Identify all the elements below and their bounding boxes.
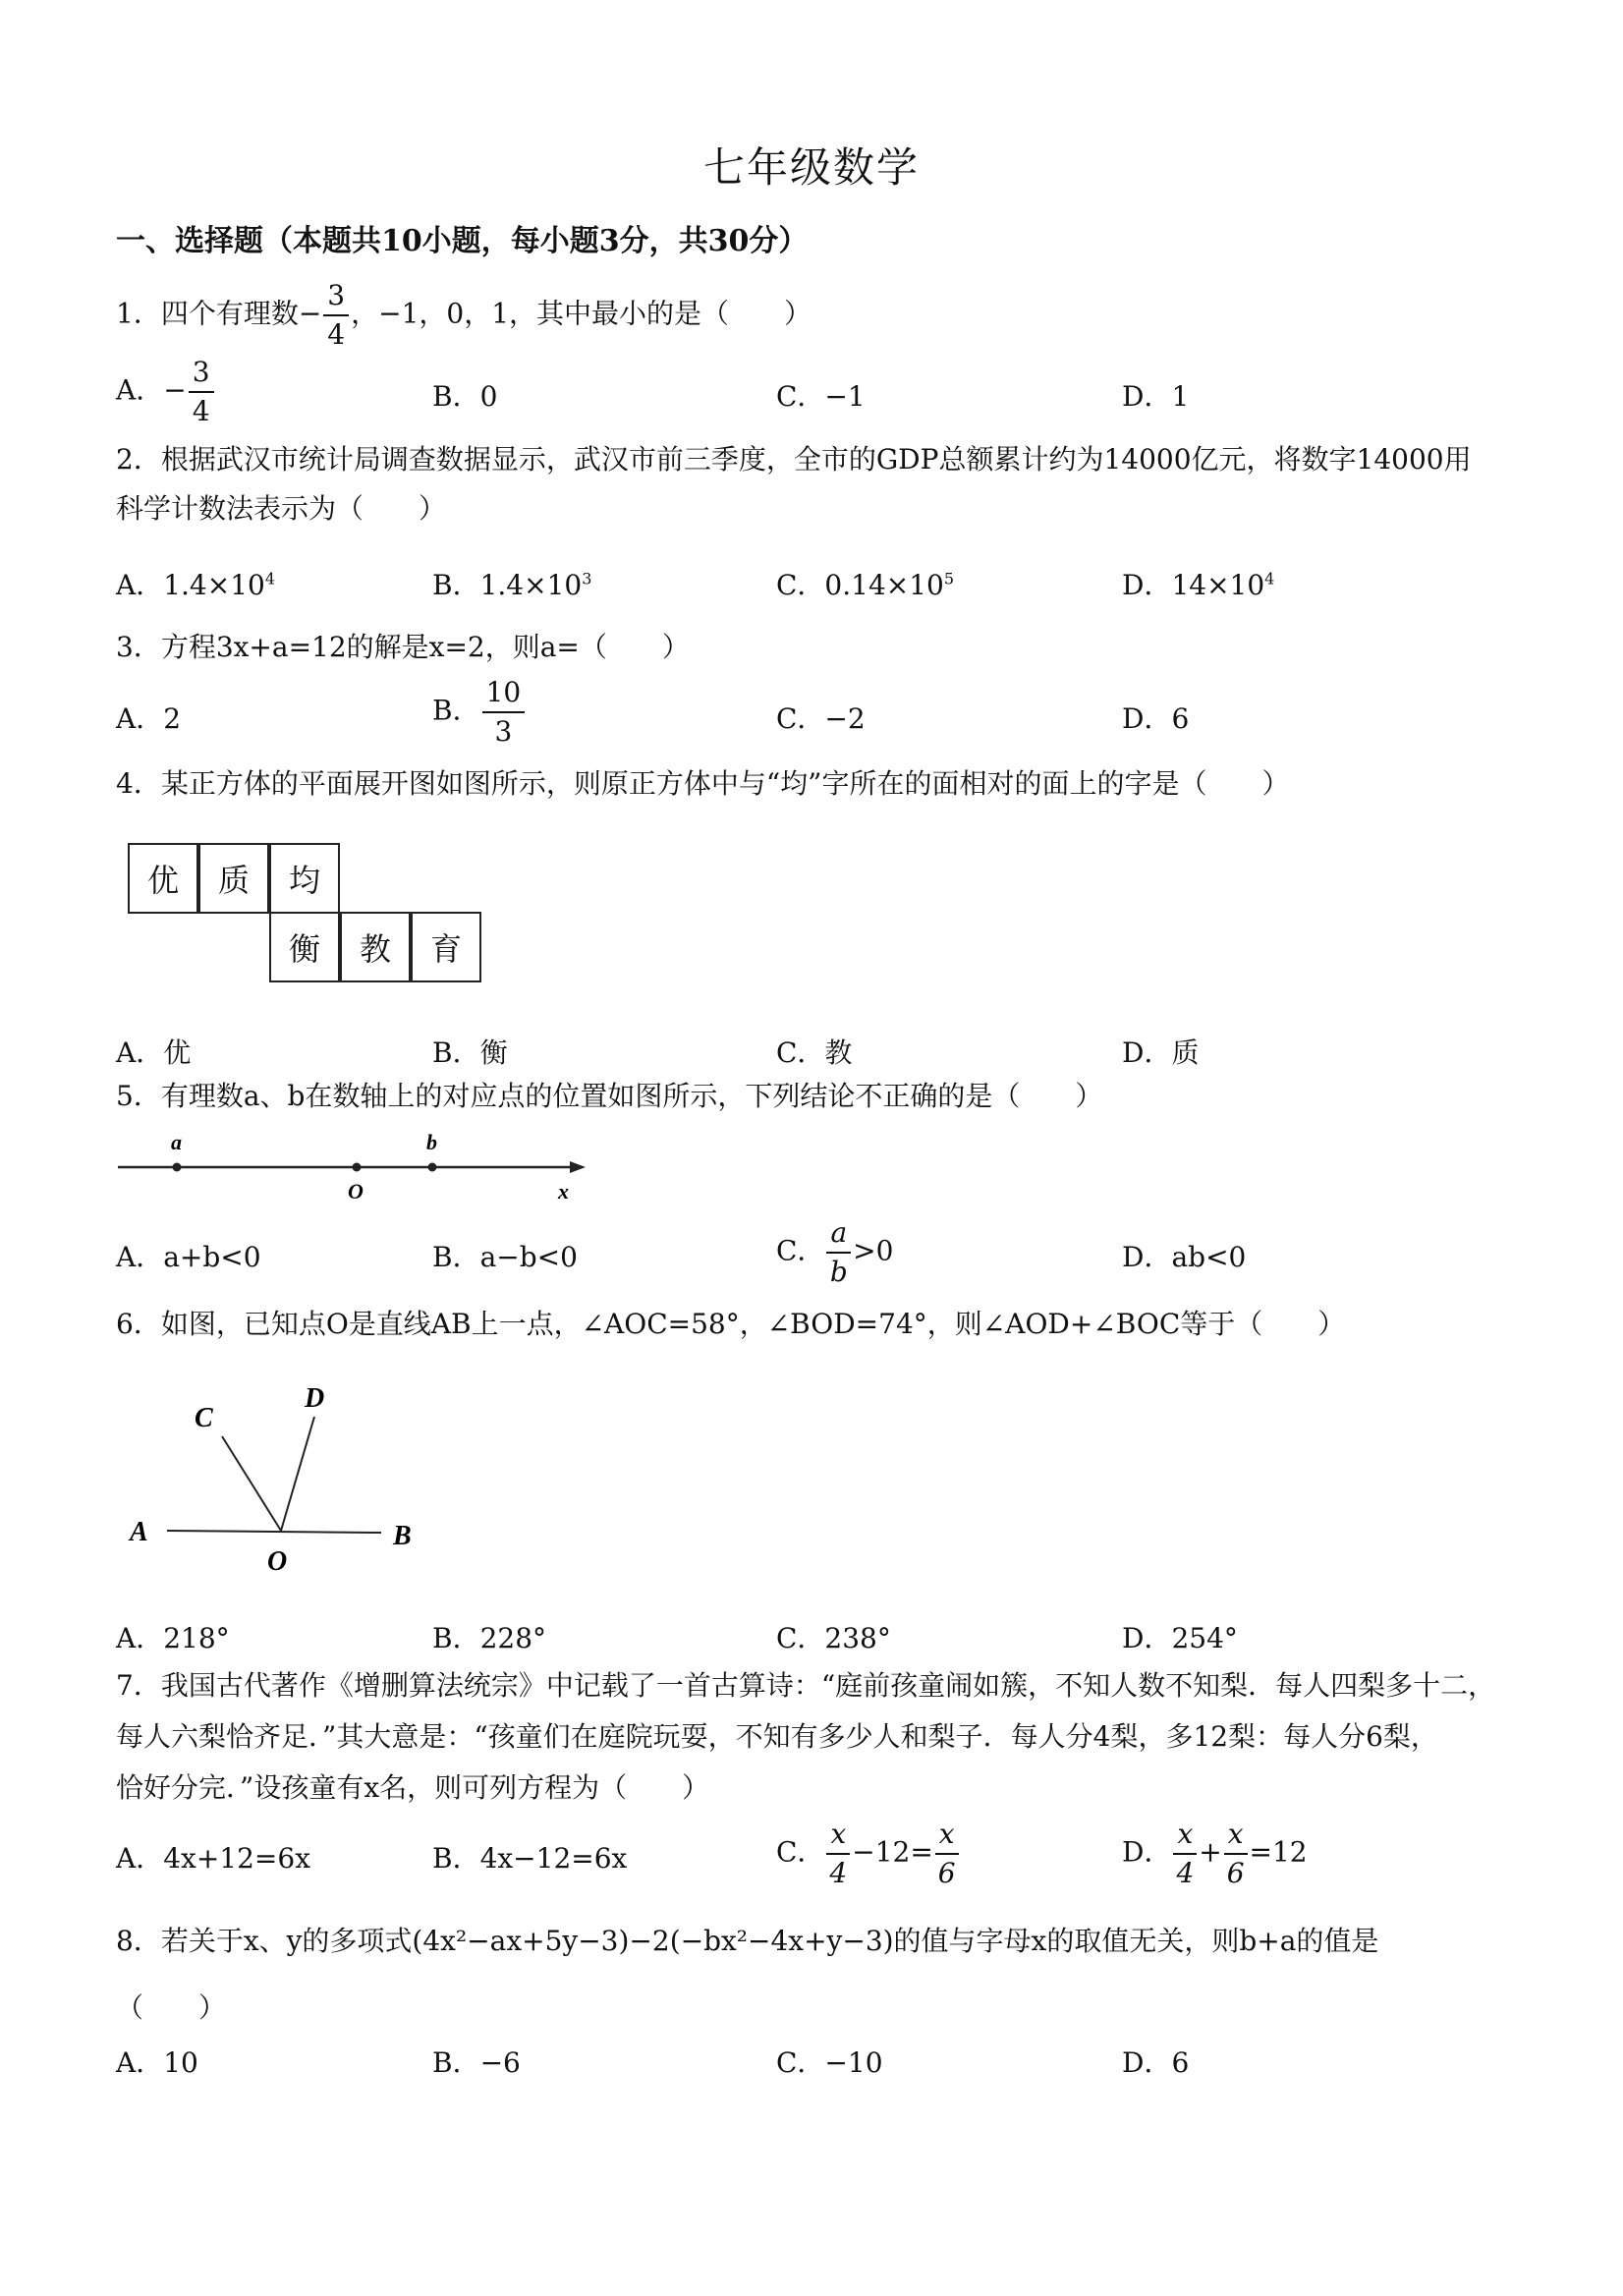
point-o <box>353 1163 362 1172</box>
q4-option-c: C．教 <box>776 1036 853 1069</box>
q4-option-a: A．优 <box>116 1036 192 1069</box>
angle-figure <box>116 1366 450 1582</box>
cube-net-cell: 衡 <box>269 912 340 982</box>
q3-text: 3．方程3x+a=12的解是x=2，则a=（ ） <box>116 631 690 663</box>
q4-text: 4．某正方体的平面展开图如图所示，则原正方体中与“均”字所在的面相对的面上的字是（ ） <box>116 767 1290 800</box>
page-title: 七年级数学 <box>702 143 920 192</box>
q6-option-b: B．228° <box>432 1622 547 1654</box>
label-a: a <box>171 1130 182 1154</box>
cube-net-cell: 均 <box>269 843 340 914</box>
q2-option-a: A．$1.4\times 10^4$ <box>116 569 276 601</box>
q2-option-c: C．$0.14\times 10^5$ <box>776 569 955 601</box>
q8-option-c: C．−10 <box>776 2046 883 2079</box>
cube-net-figure <box>128 843 501 990</box>
q5-option-d: D．ab<0 <box>1122 1241 1247 1273</box>
q1-text-end: ，−1，0，1，其中最小的是（ ） <box>351 297 812 330</box>
q8-line-2: （ ） <box>116 1991 227 2024</box>
number-line-figure <box>116 1120 588 1208</box>
q7-option-a: A．4x+12=6x <box>116 1842 310 1875</box>
label-a: A <box>130 1517 148 1547</box>
q2-option-b: B．$1.4\times 10^3$ <box>432 569 592 601</box>
label-d: D <box>305 1383 325 1414</box>
q1-option-c: C．−1 <box>776 380 866 413</box>
section-heading: 一、选择题（本题共10小题，每小题3分，共30分） <box>116 224 809 258</box>
cube-net-cell: 优 <box>128 843 198 914</box>
label-o: O <box>267 1546 288 1577</box>
q8-line-1: 8．若关于x、y的多项式(4x²−ax+5y−3)−2(−bx²−4x+y−3)的值与字母x的取值无关，则b+a的值是 <box>116 1925 1379 1957</box>
q5-option-c: C． $\frac{a}{b}$ >0 <box>776 1216 894 1288</box>
q2-line-1: 2．根据武汉市统计局调查数据显示，武汉市前三季度，全市的GDP总额累计约为14000亿元，将数字14000用 <box>116 443 1472 476</box>
point-a <box>173 1163 182 1172</box>
point-b <box>428 1163 437 1172</box>
q6-option-a: A．218° <box>116 1622 230 1654</box>
q3-option-b: B． $\frac{10}{3}$ <box>432 674 527 751</box>
q7-option-c: C． $\frac{x}{4}$ −12= $\frac{x}{6}$ <box>776 1816 961 1892</box>
cube-net-cell: 质 <box>198 843 269 914</box>
cube-net-cell: 育 <box>411 912 481 982</box>
q7-line-1: 7．我国古代著作《增删算法统宗》中记载了一首古算诗：“庭前孩童闹如簇，不知人数不知梨．每人四梨多十二， <box>116 1669 1496 1702</box>
q7-line-2: 每人六梨恰齐足．”其大意是：“孩童们在庭院玩耍，不知有多少人和梨子．每人分4梨，多12梨：每人分6梨， <box>116 1720 1438 1753</box>
q4-option-d: D．质 <box>1122 1036 1200 1069</box>
q1-option-a: A．− $\frac{3}{4}$ <box>116 354 216 430</box>
q1-option-d: D．1 <box>1122 380 1190 413</box>
arrow-icon <box>570 1161 586 1173</box>
q3-option-a: A．2 <box>116 702 182 735</box>
label-c: C <box>195 1403 213 1433</box>
q1-fraction: $\frac{3}{4}$ <box>323 277 349 354</box>
q4-option-b: B．衡 <box>432 1036 508 1069</box>
q6-option-c: C．238° <box>776 1622 891 1654</box>
q8-option-b: B．−6 <box>432 2046 521 2079</box>
q5-text: 5．有理数a、b在数轴上的对应点的位置如图所示，下列结论不正确的是（ ） <box>116 1080 1103 1112</box>
q7-option-b: B．4x−12=6x <box>432 1842 628 1875</box>
q6-text: 6．如图，已知点O是直线AB上一点，∠AOC=58°，∠BOD=74°，则∠AOD+∠BOC等于（ ） <box>116 1308 1346 1340</box>
q3-option-c: C．−2 <box>776 702 866 735</box>
q3-option-d: D．6 <box>1122 702 1190 735</box>
q2-option-d: D．$14\times 10^4$ <box>1122 569 1275 601</box>
label-b: b <box>426 1130 437 1154</box>
label-b: B <box>393 1521 412 1551</box>
q7-line-3: 恰好分完．”设孩童有x名，则可列方程为（ ） <box>116 1771 710 1804</box>
cube-net-cell: 教 <box>340 912 411 982</box>
q1-option-b: B．0 <box>432 380 498 413</box>
q7-option-d: D． $\frac{x}{4}$ + $\frac{x}{6}$ =12 <box>1122 1818 1308 1889</box>
q5-option-a: A．a+b<0 <box>116 1241 261 1273</box>
q8-option-d: D．6 <box>1122 2046 1190 2079</box>
label-o: O <box>348 1179 364 1204</box>
question-1: 1．四个有理数− $\frac{3}{4}$ ，−1，0，1，其中最小的是（ ） <box>116 277 812 354</box>
q1-text: 1．四个有理数 <box>116 297 299 330</box>
q8-option-a: A．10 <box>116 2046 198 2079</box>
q5-option-b: B．a−b<0 <box>432 1241 578 1273</box>
q6-option-d: D．254° <box>1122 1622 1238 1654</box>
label-x: x <box>558 1179 569 1204</box>
q2-line-2: 科学计数法表示为（ ） <box>116 492 447 525</box>
